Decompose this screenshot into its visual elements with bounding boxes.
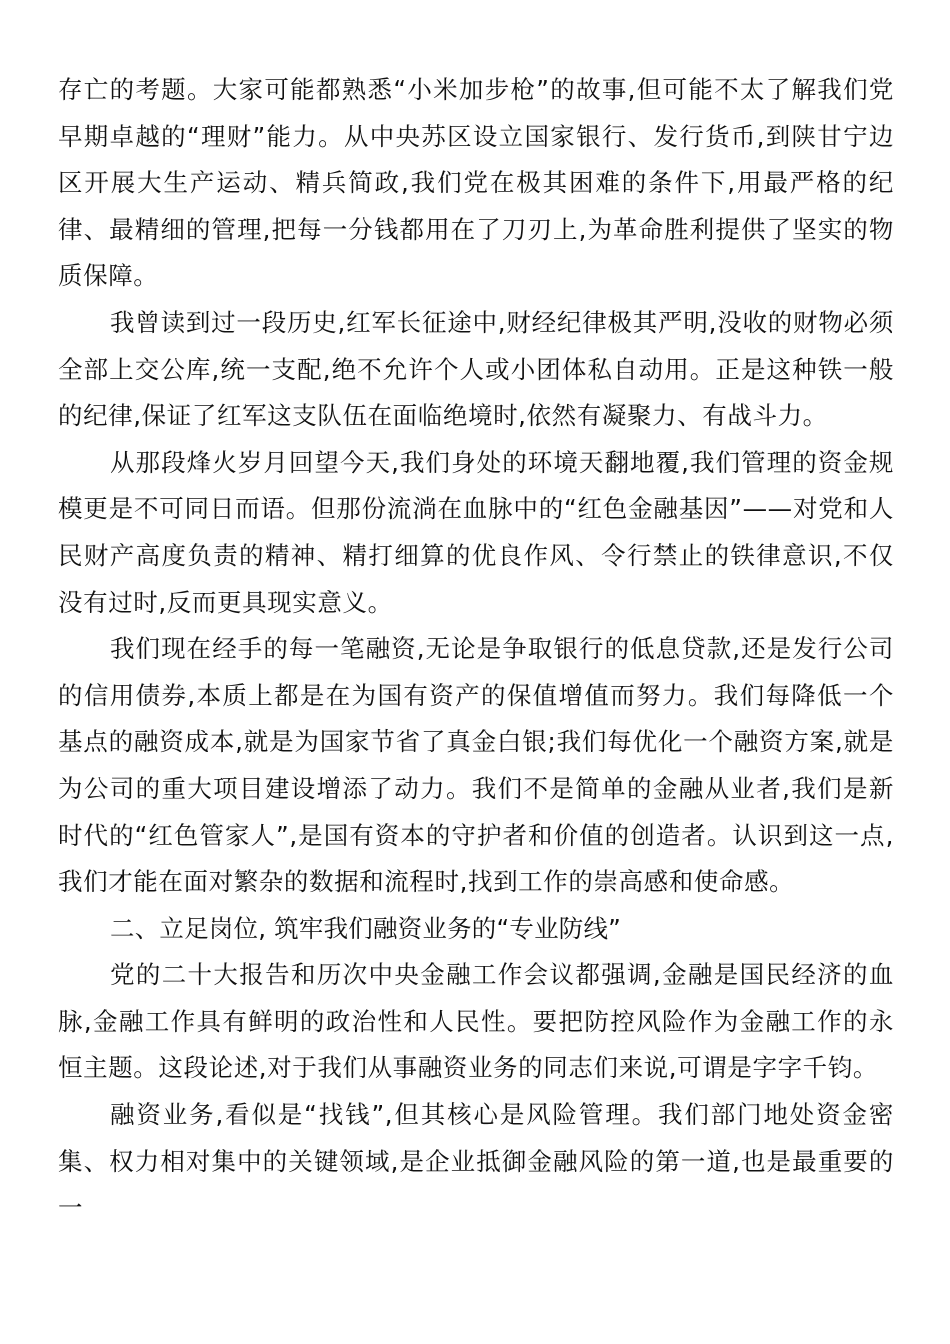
document-page	[58, 67, 894, 1232]
paragraph-red-finance-gene: 从那段烽火岁月回望今天,我们身处的环境天翻地覆,我们管理的资金规模更是不可同日而语。但那份流淌在血脉中的“红色金融基因”——对党和人民财产高度负责的精神、精打细算的优良作风、令行禁止的铁律意识,不仅没有过时,反而更具现实意义。	[58, 447, 894, 617]
section-heading: 二、立足岗位, 筑牢我们融资业务的“专业防线”	[110, 913, 622, 943]
paragraph-financial-history: 存亡的考题。大家可能都熟悉“小米加步枪”的故事,但可能不太了解我们党早期卓越的“理财”能力。从中央苏区设立国家银行、发行货币,到陕甘宁边区开展大生产运动、精兵简政,我们党在极其困难的条件下,用最严格的纪律、最精细的管理,把每一分钱都用在了刀刃上,为革命胜利提供了坚实的物质保障。	[58, 75, 894, 291]
paragraph-long-march-discipline: 我曾读到过一段历史,红军长征途中,财经纪律极其严明,没收的财物必须全部上交公库,统一支配,绝不允许个人或小团体私自动用。正是这种铁一般的纪律,保证了红军这支队伍在面临绝境时,依然有凝聚力、有战斗力。	[58, 307, 894, 431]
paragraph-risk-management: 融资业务,看似是“找钱”,但其核心是风险管理。我们部门地处资金密集、权力相对集中的关键领域,是企业抵御金融风险的第一道,也是最重要的一	[58, 1100, 894, 1223]
paragraph-red-steward: 我们现在经手的每一笔融资,无论是争取银行的低息贷款,还是发行公司的信用债券,本质上都是在为国有资产的保值增值而努力。我们每降低一个基点的融资成本,就是为国家节省了真金白银;我们每优化一个融资方案,就是为公司的重大项目建设增添了动力。我们不是简单的金融从业者,我们是新时代的“红色管家人”,是国有资本的守护者和价值的创造者。认识到这一点,我们才能在面对繁杂的数据和流程时,找到工作的崇高感和使命感。	[58, 634, 894, 897]
paragraph-financial-work-report: 党的二十大报告和历次中央金融工作会议都强调,金融是国民经济的血脉,金融工作具有鲜明的政治性和人民性。要把防控风险作为金融工作的永恒主题。这段论述,对于我们从事融资业务的同志们来说,可谓是字字千钧。	[58, 960, 894, 1083]
